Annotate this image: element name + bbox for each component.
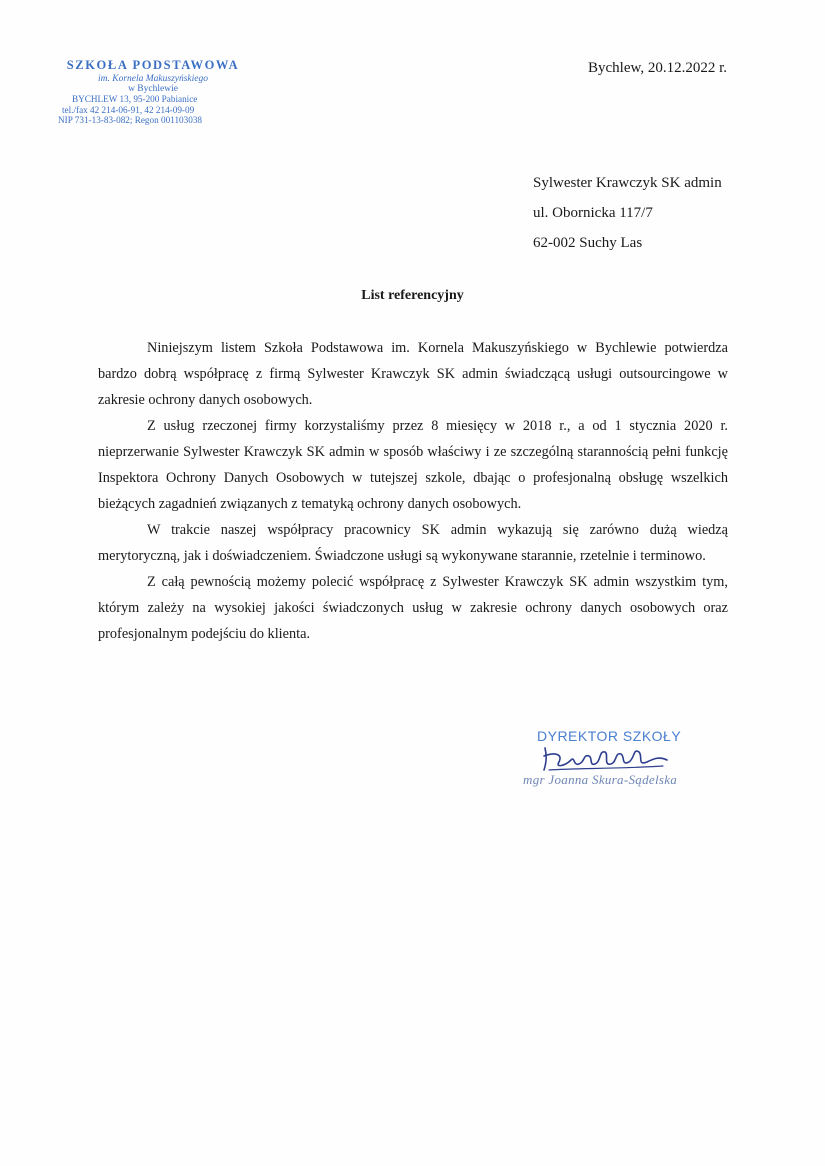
signature-title: DYREKTOR SZKOŁY <box>537 728 682 744</box>
signature-block <box>515 728 715 798</box>
stamp-place: w Bychlewie <box>128 84 178 94</box>
signature-name: mgr Joanna Skura-Sądelska <box>523 772 678 787</box>
stamp-phone: tel./fax 42 214-06-91, 42 214-09-09 <box>62 104 195 115</box>
recipient-street: ul. Obornicka 117/7 <box>533 205 653 221</box>
recipient-city: 62-002 Suchy Las <box>533 235 643 251</box>
body-paragraph: W trakcie naszej współpracy pracownicy SK admin wykazują się zarówno dużą wiedzą merytoryczną, jak i doświadczeniem. Świadczone usługi są wykonywane starannie, rzetelnie i terminowo. <box>98 522 728 564</box>
stamp-school-name: SZKOŁA PODSTAWOWA <box>66 58 240 72</box>
body-paragraph: Z całą pewnością możemy polecić współpracę z Sylwester Krawczyk SK admin wszystkim tym, którym zależy na wysokiej jakości świadczonych usług w zakresie ochrony danych osobowych oraz profesjonalnym podejściu do klienta. <box>98 574 728 642</box>
letter-title: List referencyjny <box>361 288 464 303</box>
recipient-block <box>533 168 722 258</box>
school-stamp <box>58 58 248 126</box>
letter-date: Bychlew, 20.12.2022 r. <box>588 60 728 76</box>
handwritten-signature <box>535 742 675 774</box>
stamp-ids: NIP 731-13-83-082; Regon 001103038 <box>58 115 203 125</box>
recipient-name: Sylwester Krawczyk SK admin <box>533 175 722 191</box>
body-paragraph: Niniejszym listem Szkoła Podstawowa im. Kornela Makuszyńskiego w Bychlewie potwierdza bardzo dobrą współpracę z firmą Sylwester Krawczyk SK admin świadczącą usługi outsourcingowe w zakresie ochrony danych osobowych. <box>98 340 728 408</box>
letter-body <box>98 335 728 647</box>
body-paragraph: Z usług rzeczonej firmy korzystaliśmy przez 8 miesięcy w 2018 r., a od 1 stycznia 2020 r. nieprzerwanie Sylwester Krawczyk SK admin w sposób właściwy i ze szczególną starannością pełni funkcję Inspektora Ochrony Danych Osobowych w tutejszej szkole, dbając o profesjonalną obsługę wszelkich bieżących zagadnień związanych z tematyką ochrony danych osobowych. <box>98 418 728 512</box>
stamp-patron: im. Kornela Makuszyńskiego <box>97 74 209 84</box>
stamp-address: BYCHLEW 13, 95-200 Pabianice <box>72 94 198 104</box>
